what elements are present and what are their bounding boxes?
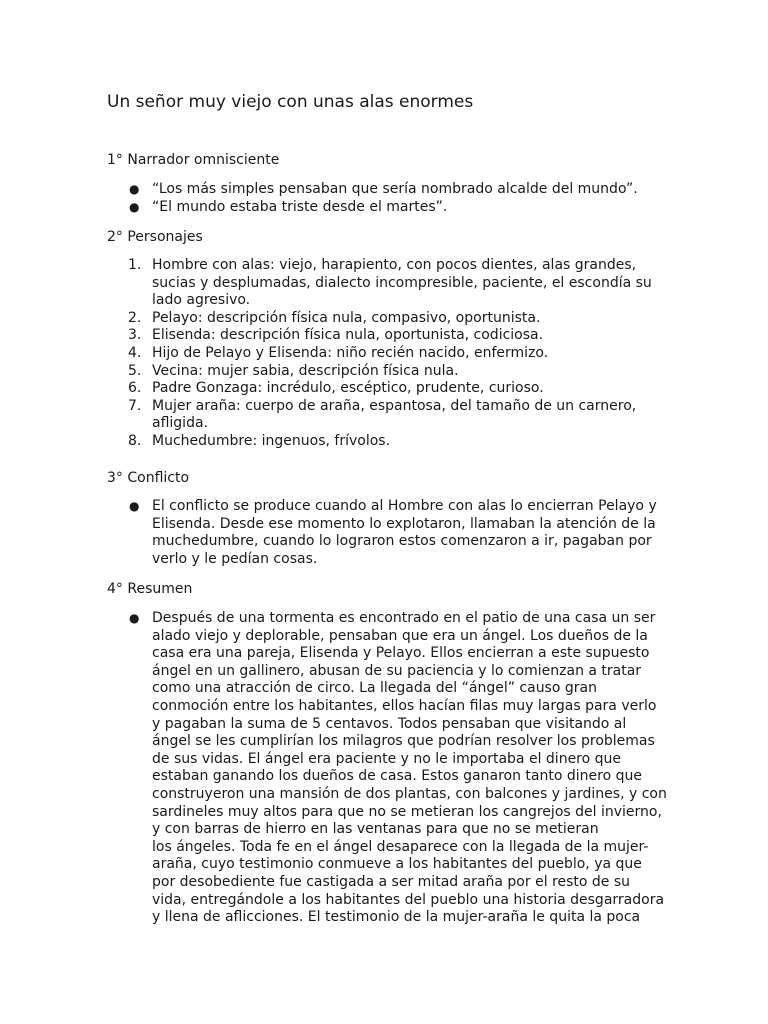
list-item: 5. Vecina: mujer sabia, descripción física nula. xyxy=(128,362,459,379)
list-number: 8. xyxy=(128,432,142,449)
list-item: ● Después de una tormenta es encontrado en el patio de una casa un ser alado viejo y deplorable, pensaban que era un ángel. Los dueños de la casa era una pareja, Elisenda y Pelayo. Ellos encierran a este supuesto ángel en un gallinero, abusan de su paciencia y lo comienzan a tratar como una atracción de circo. La llegada del “ángel” causo gran conmoción entre los habitantes, ellos hacían filas muy largas para verlo y pagaban la suma de 5 centavos. Todos pensaban que visitando al ángel se les cumplirían los milagros que podrían resolver los problemas de sus vidas. El ángel era paciente y no le importaba el dinero que estaban ganando los dueños de casa. Estos ganaron tanto dinero que construyeron una mansión de dos plantas, con balcones y jardines, y con sardineles muy altos para que no se metieran los cangrejos del invierno, y con barras de hierro en las ventanas para que no se metieran los ángeles. Toda fe en el ángel desaparece con la llegada de la mujer- araña, cuyo testimonio conmueve a los habitantes del pueblo, ya que por desobediente fue castigada a ser mitad araña por el resto de su vida, entregándole a los habitantes del pueblo una historia desgarradora y llena de aflicciones. El testimonio de la mujer-araña le quita la poca xyxy=(129,610,667,926)
section-heading-personajes: 2° Personajes xyxy=(107,229,203,245)
list-number: 1. xyxy=(128,257,142,273)
list-number: 7. xyxy=(128,397,142,414)
personajes-list xyxy=(107,257,652,451)
list-item: 2. Pelayo: descripción física nula, compasivo, oportunista. xyxy=(128,309,541,326)
list-number: 3. xyxy=(128,327,142,344)
list-item: 1. Hombre con alas: viejo, harapiento, con pocos dientes, alas grandes, sucias y desplumadas, dialecto incompresible, paciente, el escondía su lado agresivo. xyxy=(128,257,652,309)
narrador-list xyxy=(107,181,638,216)
list-item: ● “Los más simples pensaban que sería nombrado alcalde del mundo”. xyxy=(129,181,638,197)
list-item: 7. Mujer araña: cuerpo de araña, espantosa, del tamaño de un carnero, afligida. xyxy=(128,397,637,432)
list-number: 2. xyxy=(128,309,142,326)
list-item: ● “El mundo estaba triste desde el martes”. xyxy=(129,198,448,215)
list-item: 3. Elisenda: descripción física nula, oportunista, codiciosa. xyxy=(128,327,544,344)
section-heading-resumen: 4° Resumen xyxy=(107,581,193,597)
bullet-icon: ● xyxy=(129,199,140,214)
list-number: 5. xyxy=(128,362,142,379)
list-item: 4. Hijo de Pelayo y Elisenda: niño recién nacido, enfermizo. xyxy=(128,344,549,361)
list-item: ● El conflicto se produce cuando al Hombre con alas lo encierran Pelayo y Elisenda. Desde ese momento lo explotaron, llamaban la atención de la muchedumbre, cuando lo lograron estos comenzaron a ir, pagaban por verlo y le pedían cosas. xyxy=(129,498,657,567)
section-heading-narrador: 1° Narrador omnisciente xyxy=(107,152,280,168)
document-title: Un señor muy viejo con unas alas enormes xyxy=(107,92,474,112)
list-item: 6. Padre Gonzaga: incrédulo, escéptico, prudente, curioso. xyxy=(128,380,544,397)
bullet-icon: ● xyxy=(129,182,140,196)
bullet-icon: ● xyxy=(129,611,140,625)
list-number: 6. xyxy=(128,380,142,397)
section-heading-conflicto: 3° Conflicto xyxy=(107,470,190,486)
list-item: 8. Muchedumbre: ingenuos, frívolos. xyxy=(128,432,391,449)
conflicto-list xyxy=(107,498,657,568)
list-number: 4. xyxy=(128,344,142,361)
bullet-icon: ● xyxy=(129,499,140,513)
resumen-list xyxy=(107,610,667,927)
